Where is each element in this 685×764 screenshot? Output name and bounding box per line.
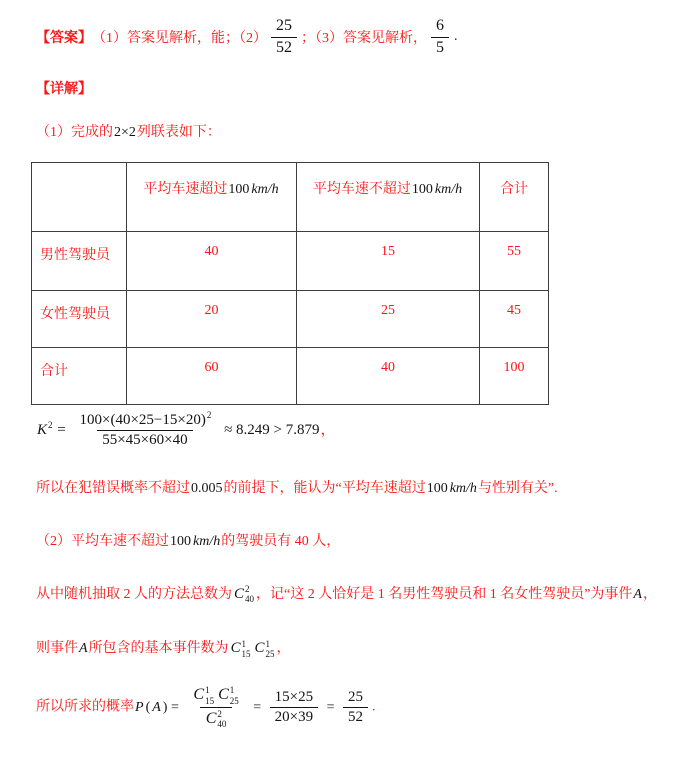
combination-subscript: 25 bbox=[265, 648, 275, 659]
table-cell: 20 bbox=[127, 291, 297, 348]
table-row bbox=[32, 232, 549, 291]
chinese-text: 平均车速不超过 bbox=[312, 182, 411, 197]
fraction bbox=[271, 17, 297, 57]
fraction-denominator bbox=[431, 37, 449, 57]
table-header-cell bbox=[297, 163, 480, 232]
fraction-denominator bbox=[343, 707, 368, 726]
chinese-text: 平均车速超过 bbox=[143, 182, 228, 197]
fraction bbox=[270, 689, 318, 727]
math-text: 52 bbox=[348, 708, 364, 725]
combination-letter: C bbox=[218, 686, 229, 704]
chinese-text: . bbox=[372, 699, 376, 715]
fraction-numerator bbox=[431, 17, 449, 36]
combination-symbol bbox=[255, 639, 275, 660]
combination-subscript: 15 bbox=[205, 695, 215, 706]
fraction bbox=[343, 689, 368, 727]
math-text: 52 bbox=[276, 38, 292, 56]
table-header-row bbox=[32, 163, 549, 232]
chinese-text: ， bbox=[276, 641, 291, 657]
chinese-text: 的驾驶员有 40 人， bbox=[221, 533, 341, 549]
combination-letter: C bbox=[230, 640, 241, 657]
math-text: 25 bbox=[348, 688, 364, 705]
combination-symbol bbox=[218, 685, 239, 706]
fraction-denominator bbox=[97, 430, 192, 449]
math-text: 2×2 bbox=[114, 125, 136, 140]
table-row bbox=[32, 291, 549, 348]
fraction-numerator bbox=[343, 689, 368, 707]
fraction bbox=[431, 17, 449, 57]
conclusion-line bbox=[36, 477, 667, 497]
chinese-text: 的前提下，能认为“平均车速超过 bbox=[223, 480, 426, 496]
table-row-label: 合计 bbox=[32, 348, 127, 405]
math-text: km/h bbox=[193, 533, 221, 549]
step2-probability-line bbox=[36, 685, 667, 729]
math-text: . bbox=[454, 29, 458, 44]
step2-intro-line bbox=[36, 530, 667, 550]
contingency-table bbox=[31, 162, 549, 405]
math-text: = bbox=[53, 422, 70, 439]
combination-subscript: 25 bbox=[229, 695, 239, 706]
table-cell: 40 bbox=[127, 232, 297, 291]
combination-scripts bbox=[205, 685, 214, 706]
fraction bbox=[187, 685, 244, 729]
combination-superscript: 2 bbox=[217, 708, 222, 719]
fraction-numerator bbox=[271, 17, 297, 36]
chinese-text: 则事件 bbox=[36, 641, 78, 657]
table-cell: 25 bbox=[297, 291, 480, 348]
math-text: A bbox=[152, 699, 161, 715]
step1-intro-line bbox=[36, 121, 667, 141]
k2-equation bbox=[36, 412, 667, 450]
table-cell: 60 bbox=[127, 348, 297, 405]
chinese-text: （1）答案见解析，能；（2） bbox=[92, 31, 267, 46]
math-text: P bbox=[135, 699, 144, 715]
math-text: 100 bbox=[228, 182, 250, 197]
combination-superscript: 1 bbox=[229, 685, 235, 696]
chinese-text: 【答案】 bbox=[36, 31, 92, 46]
table-header-cell bbox=[32, 163, 127, 232]
table-cell: 15 bbox=[297, 232, 480, 291]
math-text: 100 bbox=[170, 533, 191, 549]
combination-symbol bbox=[193, 685, 214, 706]
table-cell: 40 bbox=[297, 348, 480, 405]
combination-scripts bbox=[266, 639, 275, 660]
fraction-numerator bbox=[74, 412, 215, 430]
math-text: A bbox=[79, 641, 88, 657]
chinese-text: （1）完成的 bbox=[36, 125, 113, 140]
chinese-text: （2）平均车速不超过 bbox=[36, 533, 169, 549]
math-text: 20×39 bbox=[274, 708, 314, 725]
math-text: km/h bbox=[251, 182, 279, 197]
fraction-denominator bbox=[200, 707, 233, 730]
combination-scripts bbox=[242, 639, 251, 660]
math-text: 100 bbox=[411, 182, 433, 197]
detail-label: 【详解】 bbox=[36, 82, 92, 97]
combination-scripts bbox=[230, 685, 239, 706]
chinese-text: ；（3）答案见解析， bbox=[301, 31, 427, 46]
table-cell: 45 bbox=[480, 291, 549, 348]
table-header-cell bbox=[127, 163, 297, 232]
combination-subscript: 15 bbox=[241, 648, 251, 659]
table-row bbox=[32, 348, 549, 405]
combination-subscript: 40 bbox=[217, 719, 227, 730]
combination-symbol bbox=[206, 709, 227, 730]
detail-heading bbox=[36, 78, 667, 98]
math-text: ( bbox=[145, 699, 151, 715]
combination-letter: C bbox=[234, 585, 244, 602]
chinese-text: 所包含的基本事件数为 bbox=[88, 641, 229, 657]
combination-scripts bbox=[245, 584, 254, 605]
combination-subscript: 40 bbox=[244, 594, 254, 604]
chinese-text: 列联表如下： bbox=[136, 125, 221, 140]
math-text: = bbox=[323, 699, 339, 715]
step2-event-line bbox=[36, 637, 667, 659]
combination-superscript: 1 bbox=[265, 638, 271, 649]
combination-letter: C bbox=[193, 686, 205, 704]
table-row-label: 男性驾驶员 bbox=[32, 232, 127, 291]
combination-superscript: 1 bbox=[241, 638, 247, 649]
combination-symbol bbox=[231, 639, 251, 660]
math-text: 55×45×60×40 bbox=[102, 432, 188, 449]
fraction-denominator bbox=[271, 37, 297, 57]
math-text: 5 bbox=[436, 38, 444, 56]
math-text: km/h bbox=[434, 182, 463, 197]
table-cell: 55 bbox=[480, 232, 549, 291]
math-text: A bbox=[633, 586, 642, 602]
math-text: = bbox=[249, 699, 265, 715]
chinese-text: 从中随机抽取 2 人的方法总数为 bbox=[36, 586, 232, 602]
math-text: ) = bbox=[162, 699, 183, 715]
fraction-numerator bbox=[187, 685, 244, 707]
math-text: 100 bbox=[426, 480, 448, 496]
combination-superscript: 2 bbox=[244, 583, 250, 594]
fraction-denominator bbox=[270, 707, 318, 726]
answer-line bbox=[36, 14, 667, 60]
table-cell: 100 bbox=[480, 348, 549, 405]
combination-symbol bbox=[234, 584, 254, 605]
math-text: km/h bbox=[449, 480, 477, 496]
combination-scripts bbox=[217, 709, 226, 730]
chinese-text: 与性别有关”. bbox=[477, 480, 558, 496]
chinese-text: 所以所求的概率 bbox=[36, 699, 134, 715]
math-text: 6 bbox=[436, 17, 444, 35]
math-text: 0.005 bbox=[191, 480, 223, 496]
superscript: 2 bbox=[48, 420, 53, 431]
math-text: 25 bbox=[276, 17, 292, 35]
chinese-text: ， bbox=[320, 422, 336, 439]
chinese-text: 合计 bbox=[500, 182, 528, 197]
combination-letter: C bbox=[254, 640, 265, 657]
math-text: ≈ 8.249 > 7.879 bbox=[220, 422, 320, 439]
table-row-label: 女性驾驶员 bbox=[32, 291, 127, 348]
table-body bbox=[32, 163, 549, 405]
math-text: 100×(40×25−15×20) bbox=[79, 412, 206, 428]
step2-method-line bbox=[36, 583, 667, 605]
math-text: K bbox=[37, 422, 48, 439]
chinese-text: ， bbox=[642, 586, 657, 602]
chinese-text: ，记“这 2 人恰好是 1 名男性驾驶员和 1 名女性驾驶员”为事件 bbox=[255, 586, 633, 602]
fraction-numerator bbox=[270, 689, 318, 707]
chinese-text: 所以在犯错误概率不超过 bbox=[36, 480, 190, 496]
combination-letter: C bbox=[205, 709, 217, 727]
math-text: 15×25 bbox=[274, 688, 314, 705]
superscript: 2 bbox=[206, 410, 212, 420]
combination-superscript: 1 bbox=[205, 685, 210, 696]
fraction bbox=[74, 412, 215, 450]
table-header-cell bbox=[480, 163, 549, 232]
